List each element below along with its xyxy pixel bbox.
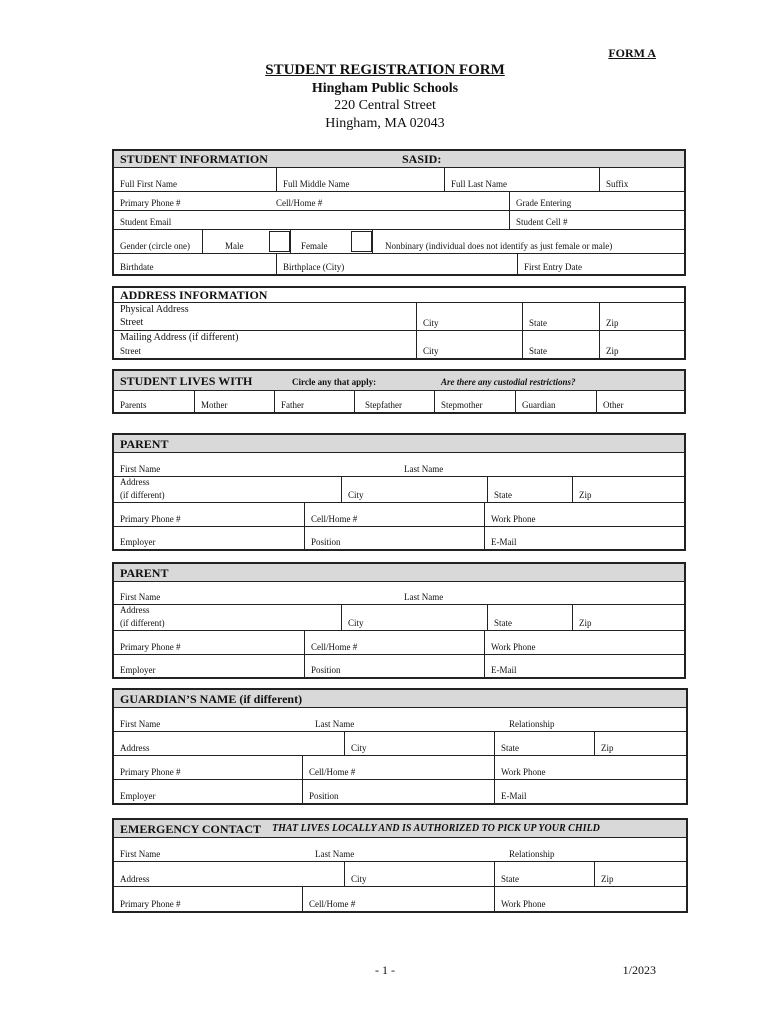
parent-2-primary-phone-field[interactable]: Primary Phone # — [120, 641, 181, 652]
section-title: PARENT — [120, 566, 169, 580]
parent-2-cell-home-field[interactable]: Cell/Home # — [304, 631, 484, 654]
guardian-state-field[interactable]: State — [494, 732, 594, 755]
guardian-last-name-field[interactable]: Last Name — [315, 718, 355, 729]
parent-2-employer-row — [114, 655, 684, 677]
option-guardian[interactable]: Guardian — [515, 391, 596, 412]
guardian-work-phone-field[interactable]: Work Phone — [494, 756, 686, 779]
option-father[interactable]: Father — [274, 391, 354, 412]
parent-2-city-field[interactable]: City — [341, 605, 487, 630]
guardian-cell-home-field[interactable]: Cell/Home # — [302, 756, 494, 779]
emergency-name-row — [114, 838, 686, 862]
parent-2-work-phone-field[interactable]: Work Phone — [484, 631, 684, 654]
option-stepmother[interactable]: Stepmother — [434, 391, 515, 412]
parent-1-address-row — [114, 477, 684, 503]
parent-1-state-field[interactable]: State — [487, 477, 572, 502]
physical-street-field[interactable]: Physical Address Street — [120, 304, 189, 328]
physical-state-field[interactable]: State — [522, 303, 599, 330]
emergency-cell-home-field[interactable]: Cell/Home # — [302, 887, 494, 911]
section-title: STUDENT INFORMATION — [120, 152, 268, 166]
email-row — [114, 211, 684, 230]
guardian-phone-row — [114, 756, 686, 780]
gender-male-option[interactable]: Male — [202, 230, 268, 253]
emergency-work-phone-field[interactable]: Work Phone — [494, 887, 686, 911]
parent-2-address-field[interactable]: Address (if different) — [120, 605, 165, 628]
parent-1-employer-row — [114, 527, 684, 549]
emergency-phone-row — [114, 887, 686, 911]
parent-2-employer-field[interactable]: Employer — [120, 664, 156, 675]
male-checkbox[interactable] — [269, 231, 290, 252]
physical-city-field[interactable]: City — [416, 303, 522, 330]
student-information-section — [112, 149, 686, 276]
guardian-name-row — [114, 708, 686, 732]
name-row — [114, 168, 684, 192]
suffix-field[interactable]: Suffix — [599, 168, 684, 191]
phone-row — [114, 192, 684, 211]
emergency-city-field[interactable]: City — [344, 862, 494, 886]
mailing-address-row — [114, 331, 684, 358]
parent-1-last-name-field[interactable]: Last Name — [404, 463, 444, 474]
gender-nonbinary-option[interactable]: Nonbinary (individual does not identify as just female or male) — [372, 230, 684, 253]
physical-address-row — [114, 303, 684, 331]
section-title: EMERGENCY CONTACT — [120, 822, 262, 836]
guardian-first-name-field[interactable]: First Name — [120, 718, 161, 729]
address-information-header — [114, 288, 684, 303]
custodial-question: Are there any custodial restrictions? — [441, 377, 576, 387]
parent-1-header — [114, 435, 684, 453]
parent-1-name-row — [114, 453, 684, 477]
mailing-city-field[interactable]: City — [416, 331, 522, 358]
parent-2-zip-field[interactable]: Zip — [572, 605, 684, 630]
guardian-employer-field[interactable]: Employer — [120, 790, 156, 801]
full-last-name-field[interactable]: Full Last Name — [444, 168, 599, 191]
emergency-contact-header — [114, 820, 686, 838]
section-title: STUDENT LIVES WITH — [120, 374, 253, 388]
guardian-relationship-field[interactable]: Relationship — [509, 718, 555, 729]
full-first-name-field[interactable]: Full First Name — [120, 178, 178, 189]
sasid-label: SASID: — [402, 152, 442, 166]
form-label: FORM A — [608, 46, 656, 60]
option-parents[interactable]: Parents — [120, 399, 147, 410]
lives-with-options-row — [114, 391, 684, 412]
gender-row — [114, 230, 684, 254]
parent-2-section — [112, 562, 686, 679]
emergency-address-row — [114, 862, 686, 887]
emergency-relationship-field[interactable]: Relationship — [509, 848, 555, 859]
guardian-zip-field[interactable]: Zip — [594, 732, 686, 755]
parent-1-email-field[interactable]: E-Mail — [484, 527, 684, 549]
emergency-last-name-field[interactable]: Last Name — [315, 848, 355, 859]
section-note: THAT LIVES LOCALLY AND IS AUTHORIZED TO PICK UP YOUR CHILD — [272, 823, 600, 834]
female-checkbox[interactable] — [351, 231, 372, 252]
parent-1-address-field[interactable]: Address (if different) — [120, 477, 165, 500]
parent-2-first-name-field[interactable]: First Name — [120, 591, 161, 602]
birth-row — [114, 254, 684, 274]
option-mother[interactable]: Mother — [194, 391, 274, 412]
gender-female-option[interactable]: Female — [290, 230, 350, 253]
student-information-header — [114, 151, 684, 168]
mailing-zip-field[interactable]: Zip — [599, 331, 684, 358]
student-email-field[interactable]: Student Email — [120, 216, 172, 227]
gender-label-cell: Gender (circle one) — [120, 240, 190, 251]
parent-2-phone-row — [114, 631, 684, 655]
parent-1-position-field[interactable]: Position — [304, 527, 484, 549]
first-entry-date-field[interactable]: First Entry Date — [517, 254, 684, 274]
emergency-contact-section — [112, 818, 688, 913]
option-other[interactable]: Other — [596, 391, 684, 412]
cell-home-label: Cell/Home # — [276, 197, 323, 208]
circle-instruction: Circle any that apply: — [292, 377, 377, 387]
school-street: 220 Central Street — [334, 98, 436, 113]
parent-2-email-field[interactable]: E-Mail — [484, 655, 684, 677]
emergency-zip-field[interactable]: Zip — [594, 862, 686, 886]
parent-1-section — [112, 433, 686, 551]
emergency-primary-phone-field[interactable]: Primary Phone # — [120, 898, 181, 909]
parent-1-primary-phone-field[interactable]: Primary Phone # — [120, 513, 181, 524]
primary-phone-field[interactable]: Primary Phone # Cell/Home # — [120, 197, 323, 208]
student-lives-with-section — [112, 369, 686, 414]
option-stepfather[interactable]: Stepfather — [354, 391, 434, 412]
parent-1-zip-field[interactable]: Zip — [572, 477, 684, 502]
grade-entering-field[interactable]: Grade Entering — [509, 192, 684, 210]
revision-date: 1/2023 — [622, 963, 656, 977]
section-title: PARENT — [120, 437, 169, 451]
parent-1-cell-home-field[interactable]: Cell/Home # — [304, 503, 484, 526]
parent-1-first-name-field[interactable]: First Name — [120, 463, 161, 474]
birthdate-field[interactable]: Birthdate — [120, 261, 154, 272]
parent-2-name-row — [114, 582, 684, 605]
school-name: Hingham Public Schools — [311, 81, 459, 96]
physical-zip-field[interactable]: Zip — [599, 303, 684, 330]
parent-2-state-field[interactable]: State — [487, 605, 572, 630]
parent-1-employer-field[interactable]: Employer — [120, 536, 156, 547]
guardian-email-field[interactable]: E-Mail — [494, 780, 686, 803]
mailing-state-field[interactable]: State — [522, 331, 599, 358]
guardian-employer-row — [114, 780, 686, 803]
full-middle-name-field[interactable]: Full Middle Name — [276, 168, 444, 191]
page-number: - 1 - — [375, 963, 395, 977]
birthplace-field[interactable]: Birthplace (City) — [276, 254, 517, 274]
guardian-primary-phone-field[interactable]: Primary Phone # — [120, 766, 181, 777]
guardian-city-field[interactable]: City — [344, 732, 494, 755]
guardian-address-row — [114, 732, 686, 756]
form-title: STUDENT REGISTRATION FORM — [265, 62, 505, 78]
guardian-position-field[interactable]: Position — [302, 780, 494, 803]
parent-1-work-phone-field[interactable]: Work Phone — [484, 503, 684, 526]
school-city: Hingham, MA 02043 — [325, 116, 445, 131]
guardian-header — [114, 690, 686, 708]
emergency-state-field[interactable]: State — [494, 862, 594, 886]
section-title: GUARDIAN’S NAME (if different) — [120, 692, 303, 706]
emergency-first-name-field[interactable]: First Name — [120, 848, 161, 859]
parent-2-last-name-field[interactable]: Last Name — [404, 591, 444, 602]
parent-2-position-field[interactable]: Position — [304, 655, 484, 677]
section-title: ADDRESS INFORMATION — [120, 288, 268, 302]
guardian-address-field[interactable]: Address — [120, 742, 150, 753]
emergency-address-field[interactable]: Address — [120, 873, 150, 884]
mailing-street-field[interactable]: Mailing Address (if different) Street — [120, 332, 239, 356]
parent-2-header — [114, 564, 684, 582]
parent-1-city-field[interactable]: City — [341, 477, 487, 502]
guardian-section — [112, 688, 688, 805]
address-information-section — [112, 286, 686, 360]
parent-2-address-row — [114, 605, 684, 631]
parent-1-phone-row — [114, 503, 684, 527]
student-lives-with-header — [114, 371, 684, 391]
student-cell-field[interactable]: Student Cell # — [509, 211, 684, 229]
